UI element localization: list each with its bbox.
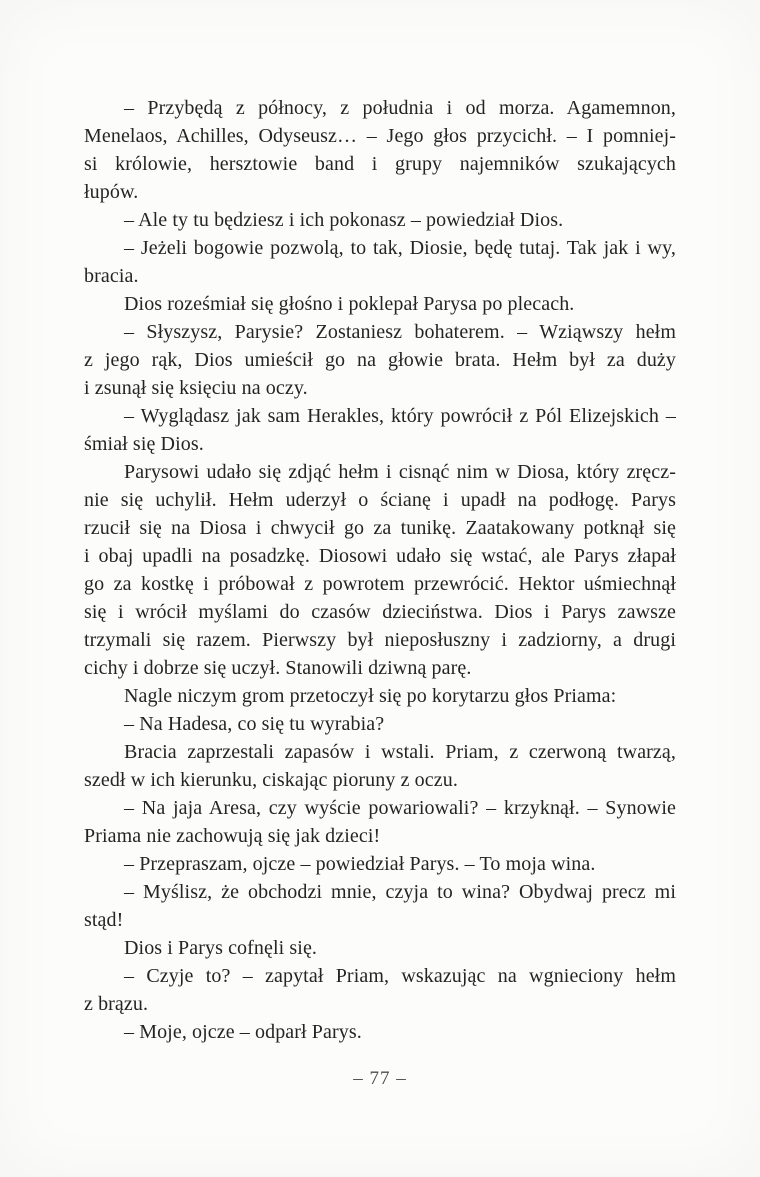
text-line: – Ale ty tu będziesz i ich pokonasz – powiedział Dios. — [124, 209, 564, 231]
text-line: z jego rąk, Dios umieścił go na głowie brata. Hełm był za duży — [84, 349, 676, 371]
text-line: go za kostkę i próbował z powrotem przewrócić. Hektor uśmiechnął — [84, 573, 676, 595]
text-line: nie się uchylił. Hełm uderzył o ścianę i upadł na podłogę. Parys — [84, 489, 676, 511]
text-line: się i wrócił myślami do czasów dzieciństwa. Dios i Parys zawsze — [84, 601, 676, 623]
text-line: Priama nie zachowują się jak dzieci! — [84, 825, 381, 847]
text-line: Dios roześmiał się głośno i poklepał Parysa po plecach. — [124, 293, 575, 315]
text-line: Nagle niczym grom przetoczył się po korytarzu głos Priama: — [124, 685, 617, 707]
text-line: z brązu. — [84, 993, 149, 1015]
text-line: trzymali się razem. Pierwszy był nieposłuszny i zadziorny, a drugi — [84, 629, 676, 651]
text-line: Parysowi udało się zdjąć hełm i cisnąć nim w Diosa, który zręcz- — [124, 461, 676, 483]
text-line: – Myślisz, że obchodzi mnie, czyja to wina? Obydwaj precz mi — [124, 881, 676, 903]
text-line: – Przybędą z północy, z południa i od morza. Agamemnon, — [124, 97, 676, 119]
text-line: – Na jaja Aresa, czy wyście powariowali? – krzyknął. – Synowie — [124, 797, 676, 819]
text-line: – Na Hadesa, co się tu wyrabia? — [124, 713, 385, 735]
text-line: cichy i dobrze się uczył. Stanowili dziwną parę. — [84, 657, 472, 679]
text-line: łupów. — [84, 181, 139, 203]
text-line: – Przepraszam, ojcze – powiedział Parys. – To moja wina. — [124, 853, 596, 875]
text-line: Bracia zaprzestali zapasów i wstali. Priam, z czerwoną twarzą, — [124, 741, 676, 763]
text-line: – Słyszysz, Parysie? Zostaniesz bohaterem. – Wziąwszy hełm — [124, 321, 676, 343]
text-line: stąd! — [84, 909, 124, 931]
text-line: rzucił się na Diosa i chwycił go za tunikę. Zaatakowany potknął się — [84, 517, 676, 539]
page-text — [84, 94, 676, 1046]
page-number: – 77 – — [353, 1068, 407, 1089]
text-line: – Moje, ojcze – odparł Parys. — [124, 1021, 362, 1043]
text-line: śmiał się Dios. — [84, 433, 204, 455]
text-line: Dios i Parys cofnęli się. — [124, 937, 318, 959]
text-line: – Wyglądasz jak sam Herakles, który powrócił z Pól Elizejskich – — [124, 405, 676, 427]
text-line: bracia. — [84, 265, 139, 287]
text-line: – Jeżeli bogowie pozwolą, to tak, Diosie, będę tutaj. Tak jak i wy, — [124, 237, 676, 259]
text-line: i zsunął się księciu na oczy. — [84, 377, 308, 399]
text-line: si królowie, hersztowie band i grupy najemników szukających — [84, 153, 676, 175]
text-line: i obaj upadli na posadzkę. Diosowi udało się wstać, ale Parys złapał — [84, 545, 676, 567]
text-line: szedł w ich kierunku, ciskając pioruny z oczu. — [84, 769, 458, 791]
text-line: Menelaos, Achilles, Odyseusz… – Jego głos przycichł. – I pomniej- — [84, 125, 676, 147]
text-line: – Czyje to? – zapytał Priam, wskazując na wgnieciony hełm — [124, 965, 676, 987]
